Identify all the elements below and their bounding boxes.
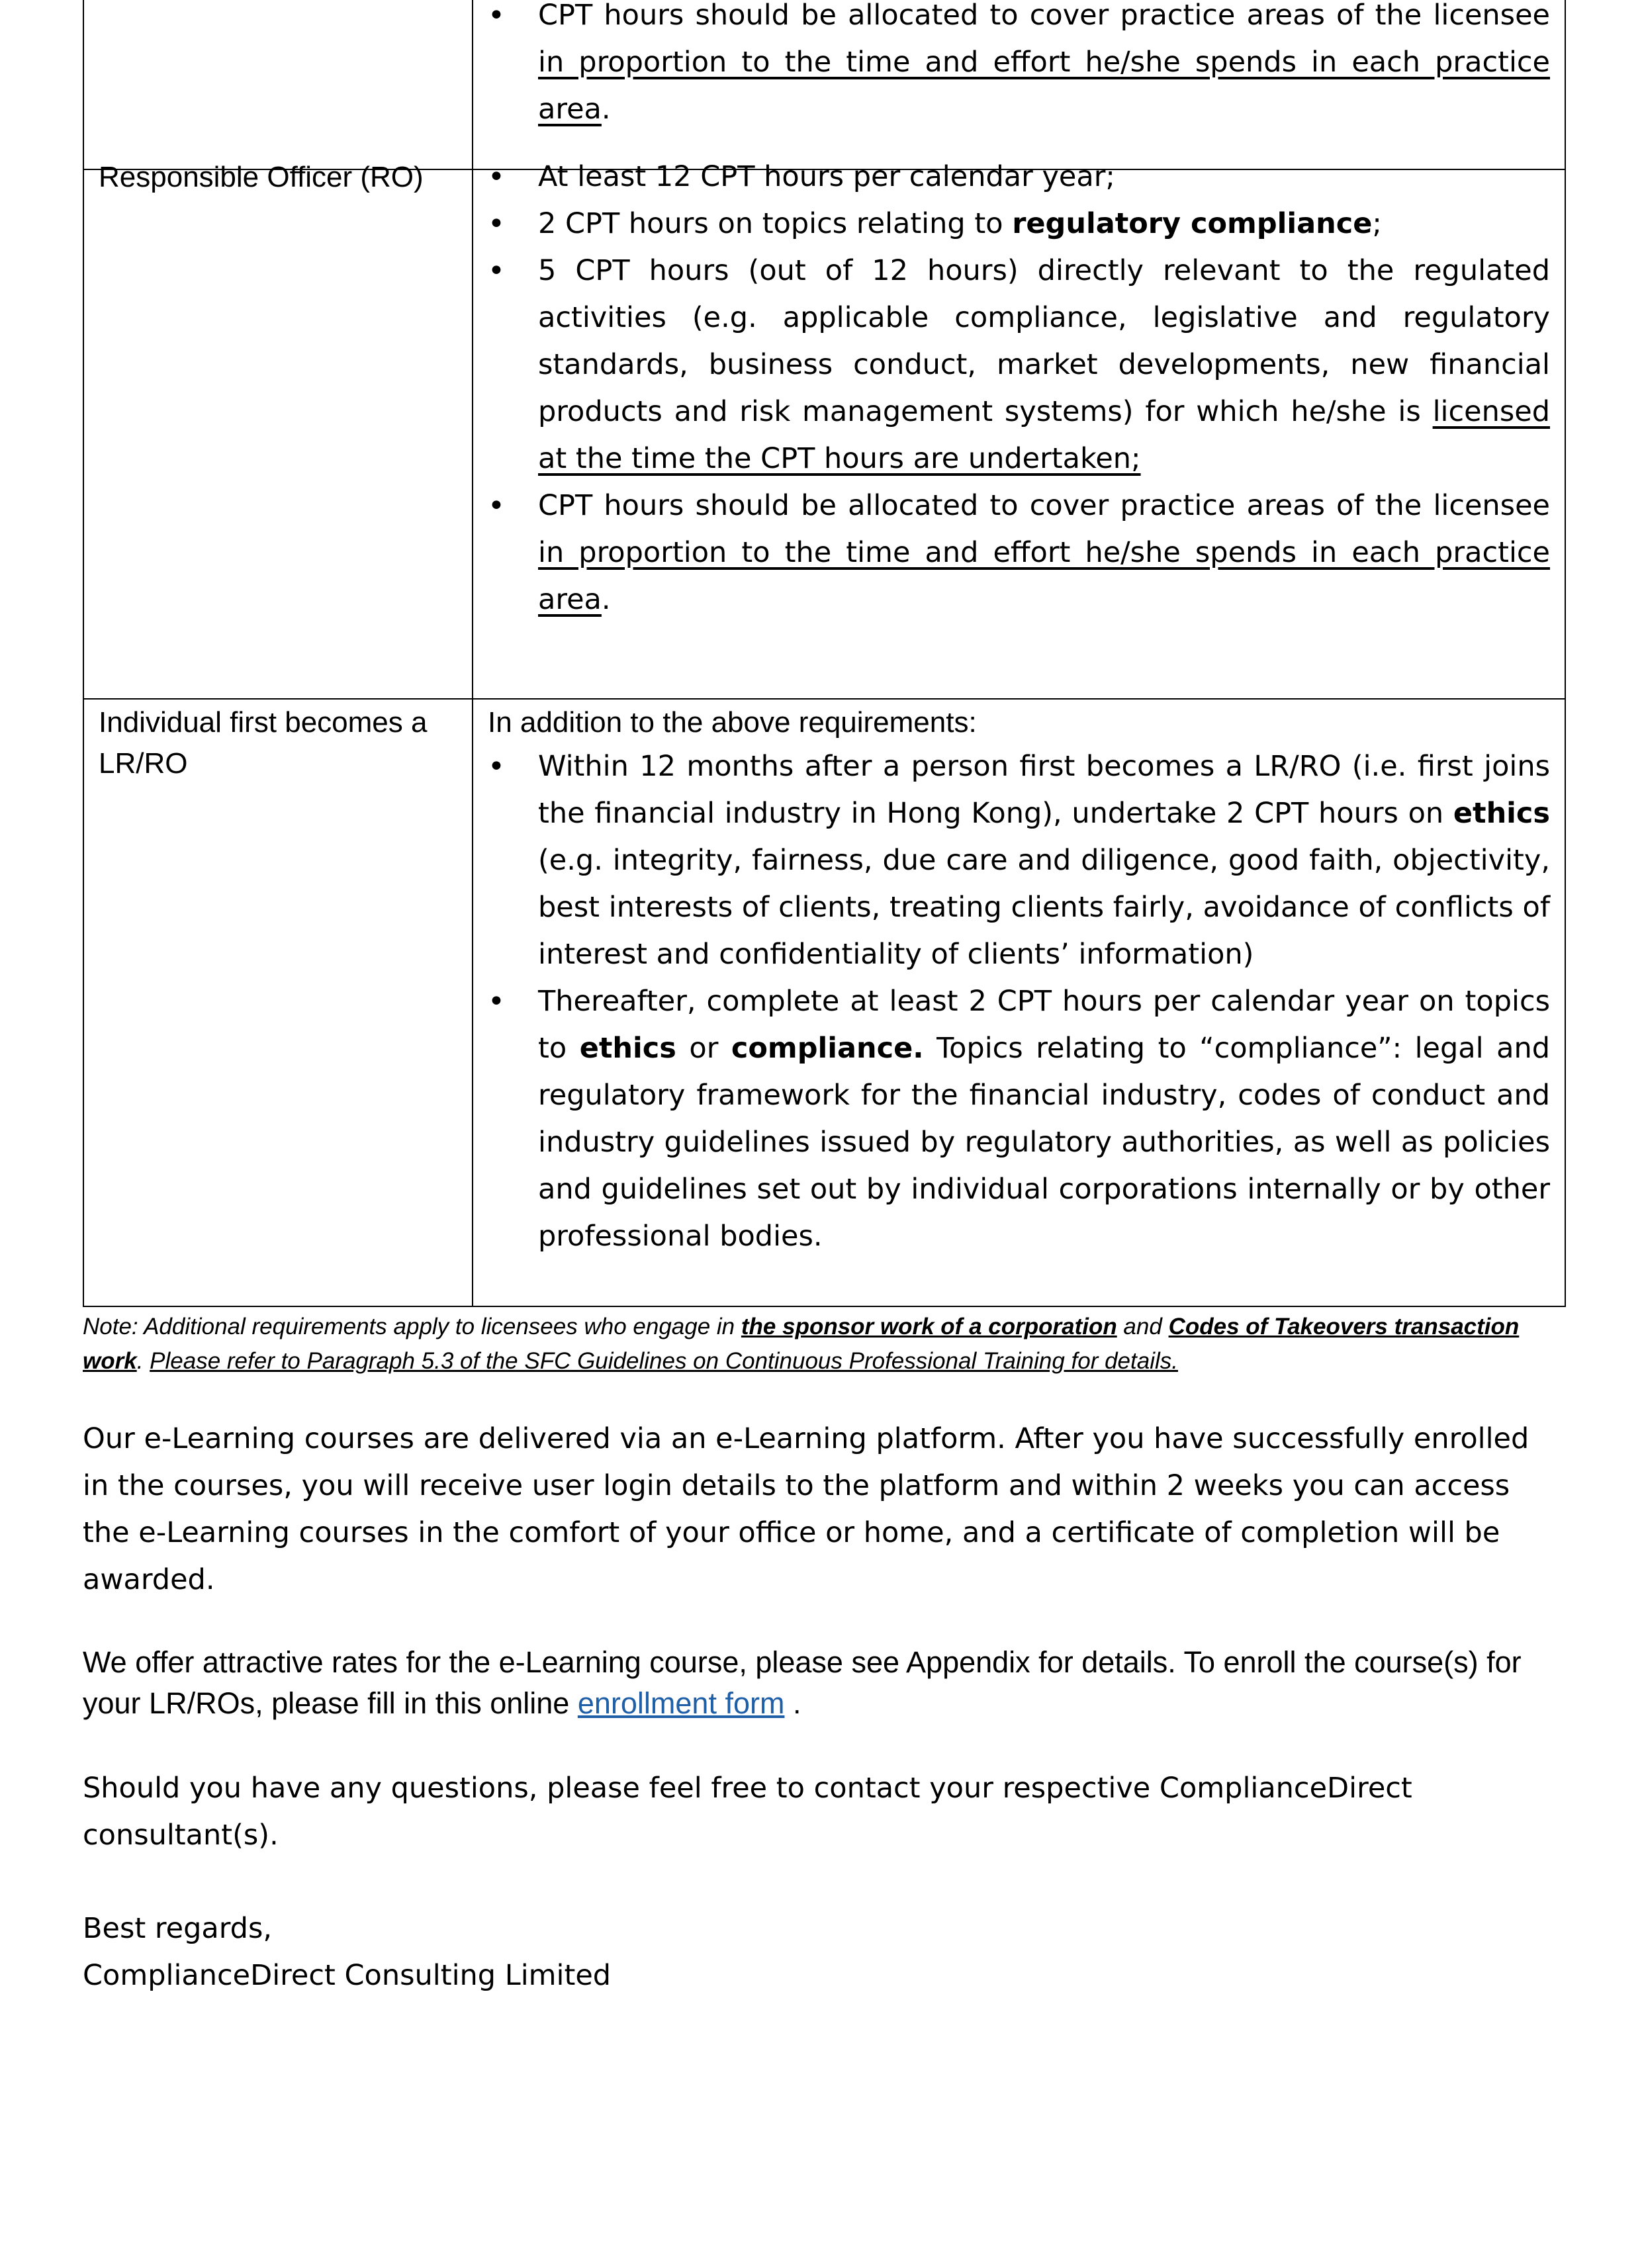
enrollment-form-link[interactable]: enrollment form (577, 1686, 785, 1720)
list-item: • Thereafter, complete at least 2 CPT hours per calendar year on topics to ethics or compliance. Topics relating to “compliance”: legal and regulatory framework for the financial industry, codes of conduct and industry guidelines issued by regulatory authorities, as well as policies and guidelines set out by individual corporations internally or by other professional bodies. (473, 978, 1550, 1260)
table-row (83, 169, 1565, 699)
list-item: • 2 CPT hours on topics relating to regulatory compliance; (473, 201, 1550, 248)
table-row (83, 699, 1565, 1306)
list-item: • 5 CPT hours (out of 12 hours) directly relevant to the regulated activities (e.g. applicable compliance, legislative and regulatory standards, business conduct, market developments, new financial products and risk management systems) for which he/she is licensed at the time the CPT hours are undertaken; (473, 248, 1550, 482)
closing-salutation: Best regards, (83, 1912, 273, 1945)
paragraph-contact: Should you have any questions, please feel free to contact your respective ComplianceDirect consultant(s). (83, 1772, 1412, 1852)
cpt-requirements-table (83, 0, 1566, 1307)
list-item: • CPT hours should be allocated to cover practice areas of the licensee in proportion to the time and effort he/she spends in each practice area. (473, 0, 1550, 133)
paragraph-elearning: Our e-Learning courses are delivered via an e-Learning platform. After you have successfully enrolled in the courses, you will receive user login details to the platform and within 2 weeks you can access the e-Learning courses in the comfort of your office or home, and a certificate of completion will be awarded. (83, 1422, 1529, 1596)
list-item: • Within 12 months after a person first becomes a LR/RO (i.e. first joins the financial industry in Hong Kong), undertake 2 CPT hours on ethics (e.g. integrity, fairness, due care and diligence, good faith, objectivity, best interests of clients, treating clients fairly, avoidance of conflicts of interest and confidentiality of clients’ information) (473, 743, 1550, 978)
table-cell-label (83, 0, 473, 169)
requirements-intro: In addition to the above requirements: (488, 706, 977, 739)
table-cell-label (83, 161, 473, 699)
role-label-ro: Responsible Officer (RO) (99, 161, 424, 193)
table-cell-requirements (473, 699, 1565, 1306)
list-item: • At least 12 CPT hours per calendar year; (473, 154, 1550, 201)
table-row (83, 0, 1565, 169)
signature: ComplianceDirect Consulting Limited (83, 1959, 612, 1992)
role-label-new-lr-ro: Individual first becomes a LR/RO (99, 706, 428, 780)
table-footnote: Note: Additional requirements apply to licensees who engage in the sponsor work of a corporation and Codes of Takeovers transaction work. Please refer to Paragraph 5.3 of the SFC Guidelines on Continuous Professional Training for details. (83, 1314, 1520, 1374)
list-item: • CPT hours should be allocated to cover practice areas of the licensee in proportion to the time and effort he/she spends in each practice area. (473, 482, 1550, 623)
document-page (83, 0, 1562, 1999)
table-cell-requirements (473, 160, 1565, 699)
paragraph-rates: We offer attractive rates for the e-Learning course, please see Appendix for details. To enroll the course(s) for your LR/ROs, please fill in this online enrollment form . (83, 1645, 1522, 1720)
table-cell-requirements (473, 0, 1565, 169)
table-cell-label (83, 699, 473, 1306)
closing-block (83, 1905, 1562, 1999)
